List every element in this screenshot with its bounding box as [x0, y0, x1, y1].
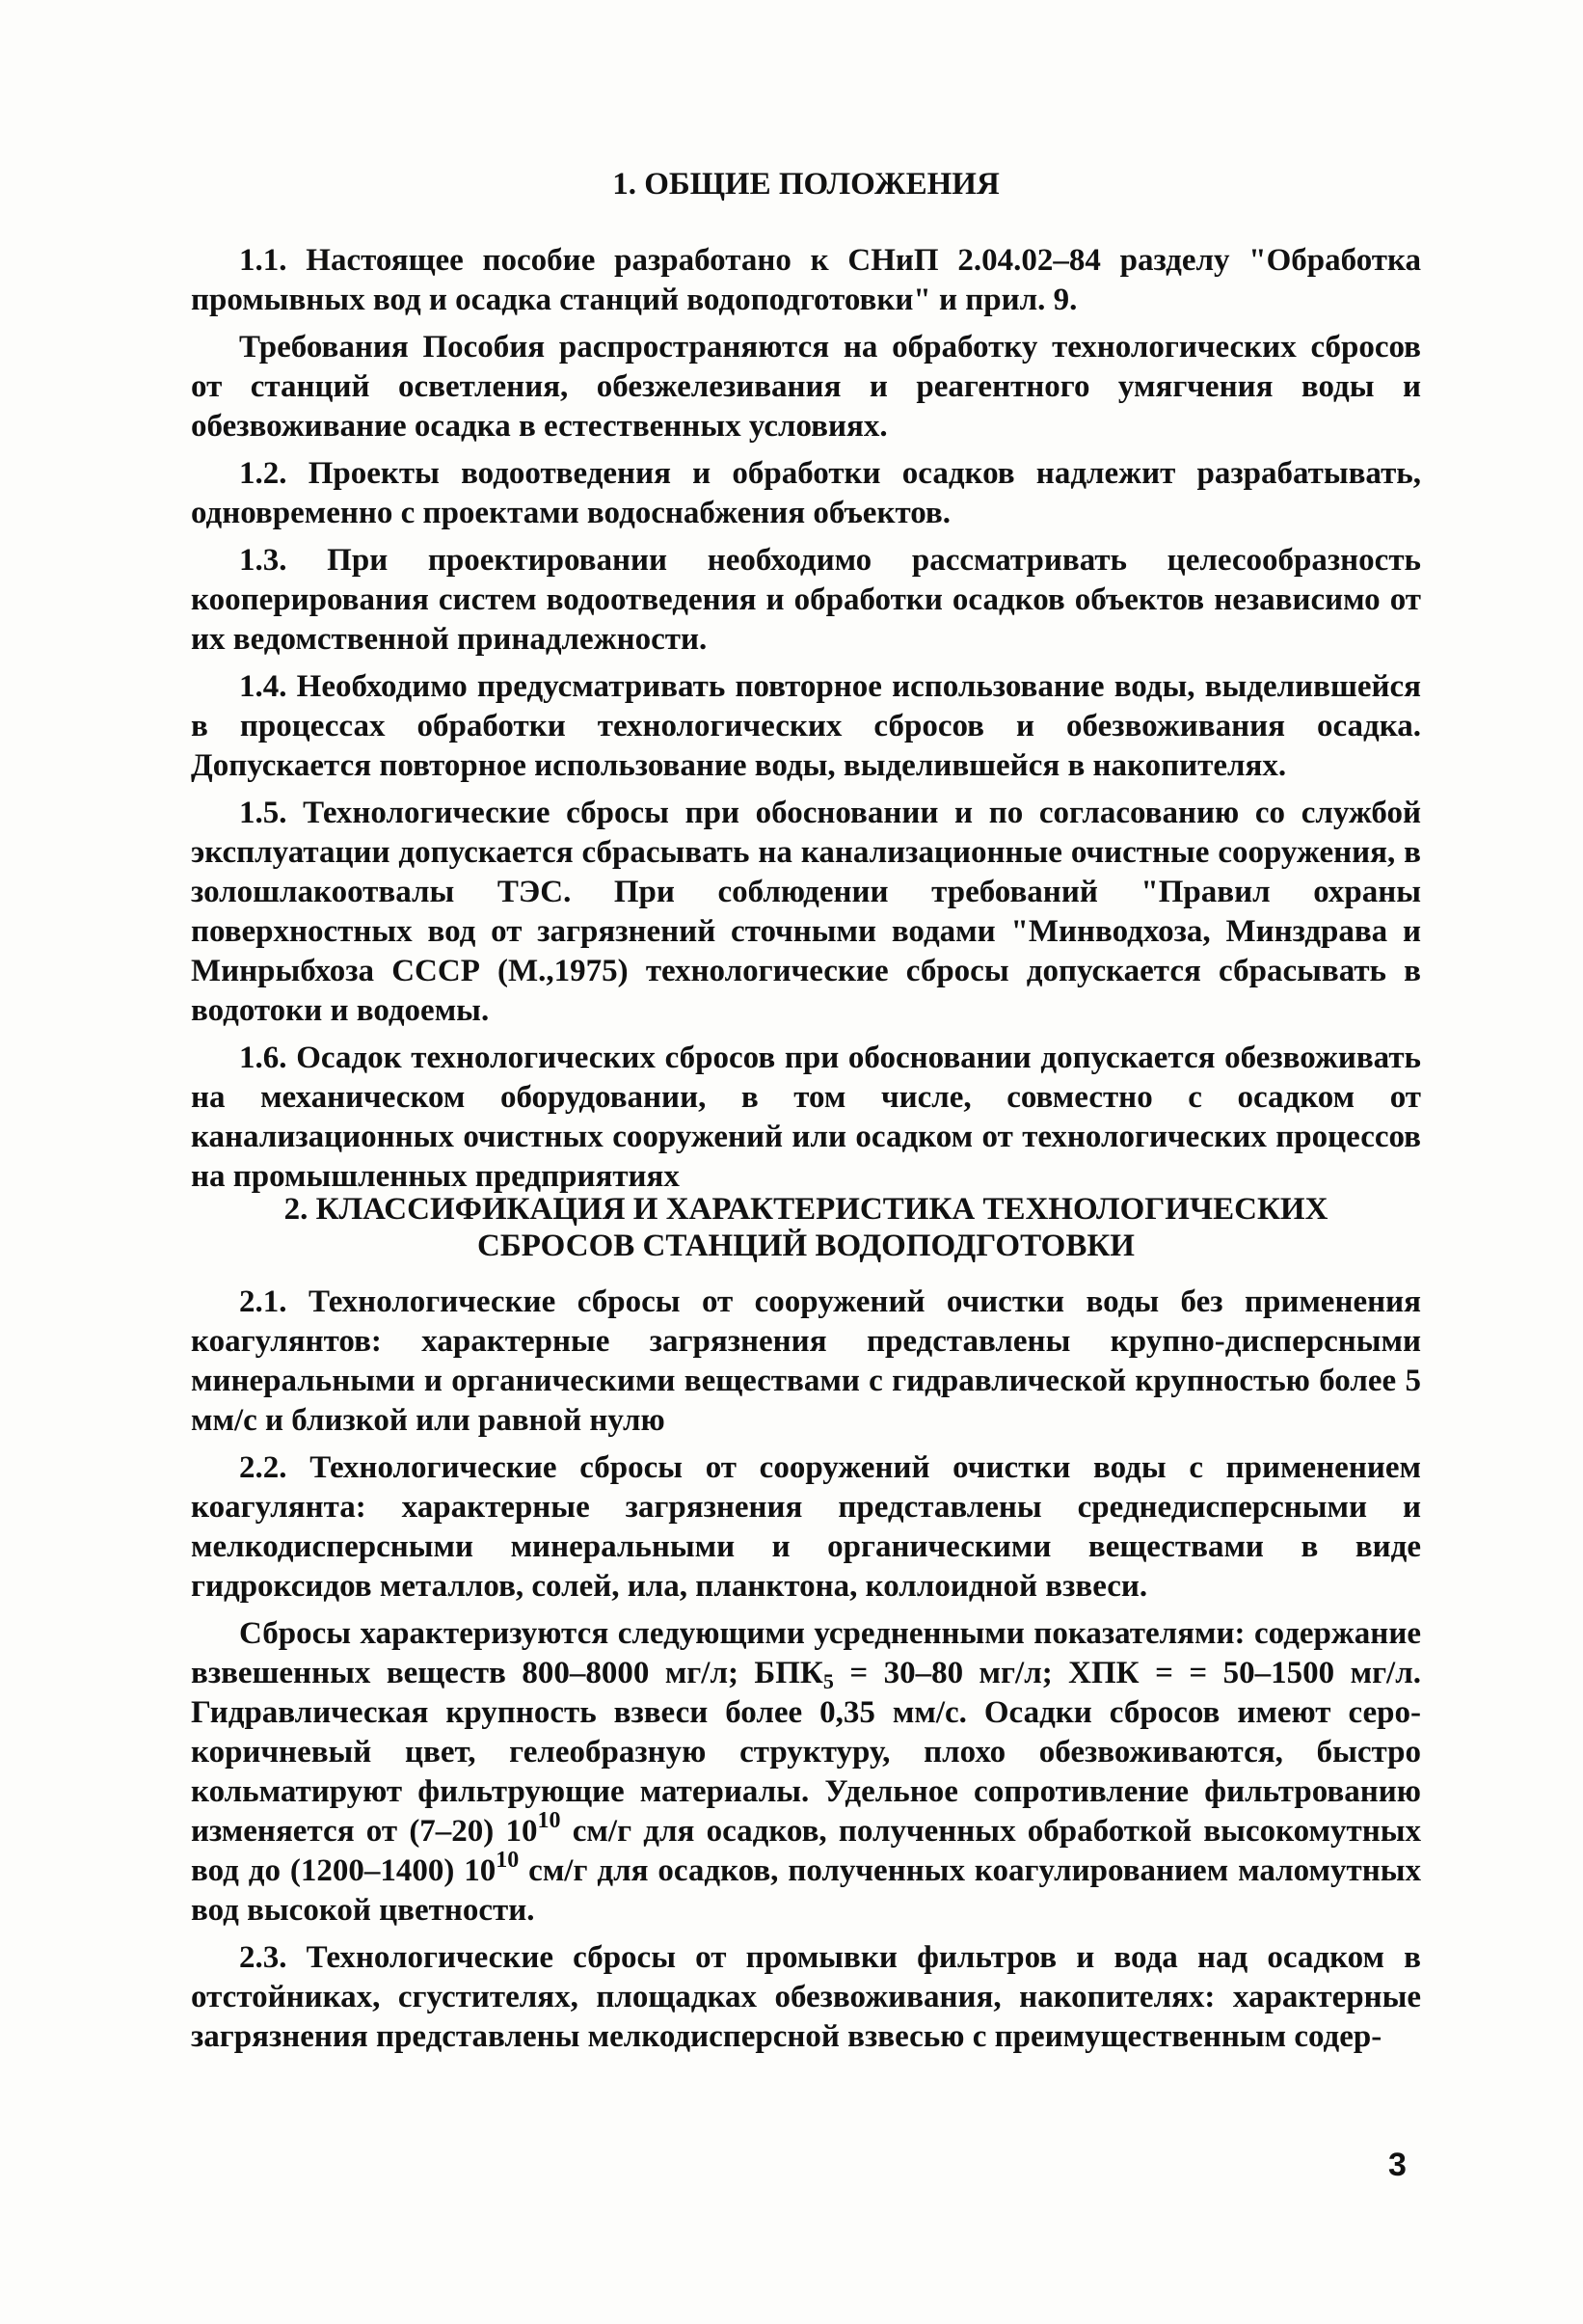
indicators-text-1: Сбросы характеризуются следующими усредненными показателями: содержание взвешенных веществ 800–8000 мг/л; БПК	[191, 1616, 1421, 1690]
section-2-heading	[191, 1191, 1421, 1264]
bpk-subscript: 5	[822, 1669, 834, 1693]
paragraph-1-4: 1.4. Необходимо предусматривать повторное использование воды, выделившейся в процессах обработки технологических сбросов и обезвоживания осадка. Допускается повторное использование воды, выделившейся в накопителях.	[191, 669, 1421, 783]
section-2-body	[191, 1283, 1421, 2065]
page-number: 3	[1388, 2147, 1407, 2183]
exponent-1: 10	[537, 1808, 561, 1833]
section-2-heading-line-1: 2. КЛАССИФИКАЦИЯ И ХАРАКТЕРИСТИКА ТЕХНОЛОГИЧЕСКИХ	[283, 1192, 1328, 1227]
section-2-heading-line-2: СБРОСОВ СТАНЦИЙ ВОДОПОДГОТОВКИ	[477, 1229, 1135, 1263]
paragraph-2-2: 2.2. Технологические сбросы от сооружений очистки воды с применением коагулянта: характерные загрязнения представлены среднедисперсными и мелкодисперсными минеральными и органическими веществами в виде гидроксидов металлов, солей, ила, планктона, коллоидной взвеси.	[191, 1450, 1421, 1604]
paragraph-1-6: 1.6. Осадок технологических сбросов при обосновании допускается обезвоживать на механическом оборудовании, в том числе, совместно с осадком от канализационных очистных сооружений или осадком от технологических процессов на промышленных предприятиях	[191, 1040, 1421, 1194]
paragraph-1-3: 1.3. При проектировании необходимо рассматривать целесообразность кооперирования систем водоотведения и обработки осадков объектов независимо от их ведомственной принадлежности.	[191, 543, 1421, 657]
paragraph-1-5: 1.5. Технологические сбросы при обосновании и по согласованию со службой эксплуатации допускается сбрасывать на канализационные очистные сооружения, в золошлакоотвалы ТЭС. При соблюдении требований "Правил охраны поверхностных вод от загрязнений сточными водами "Минводхоза, Минздрава и Минрыбхоза СССР (М.,1975) технологические сбросы допускается сбрасывать в водотоки и водоемы.	[191, 796, 1421, 1028]
exponent-2: 10	[496, 1848, 520, 1873]
indicators-text-4: см/г для осадков, полученных коагулированием маломутных вод высокой цветности.	[191, 1853, 1421, 1928]
paragraph-2-2-indicators	[191, 1614, 1421, 1931]
indicators-text-2: = 30–80 мг/л; ХПК = = 50–1500 мг/л. Гидравлическая крупность взвеси более 0,35 мм/с. Осадки сбросов имеют серо-коричневый цвет, гелеобразную структуру, плохо обезвоживаются, быстро кольматируют фильтрующие материалы. Удельное сопротивление фильтрованию изменяется от (7–20) 10	[191, 1656, 1421, 1849]
section-1-heading: 1. ОБЩИЕ ПОЛОЖЕНИЯ	[612, 167, 1000, 202]
paragraph-1-2: 1.2. Проекты водоотведения и обработки осадков надлежит разрабатывать, одновременно с проектами водоснабжения объектов.	[191, 456, 1421, 530]
paragraph-1-1-requirements: Требования Пособия распространяются на обработку технологических сбросов от станций осветления, обезжелезивания и реагентного умягчения воды и обезвоживание осадка в естественных условиях.	[191, 330, 1421, 444]
paragraph-2-1: 2.1. Технологические сбросы от сооружений очистки воды без применения коагулянтов: характерные загрязнения представлены крупно-дисперсными минеральными и органическими веществами с гидравлической крупностью более 5 мм/с и близкой или равной нулю	[191, 1284, 1421, 1438]
indicators-text-3: см/г для осадков, полученных обработкой высокомутных вод до (1200–1400) 10	[191, 1814, 1421, 1888]
paragraph-1-1: 1.1. Настоящее пособие разработано к СНиП 2.04.02–84 разделу "Обработка промывных вод и осадка станций водоподготовки" и прил. 9.	[191, 243, 1421, 317]
paragraph-2-3: 2.3. Технологические сбросы от промывки фильтров и вода над осадком в отстойниках, сгустителях, площадках обезвоживания, накопителях: характерные загрязнения представлены мелкодисперсной взвесью с преимущественным содер-	[191, 1940, 1421, 2054]
section-1-body	[191, 241, 1421, 1204]
